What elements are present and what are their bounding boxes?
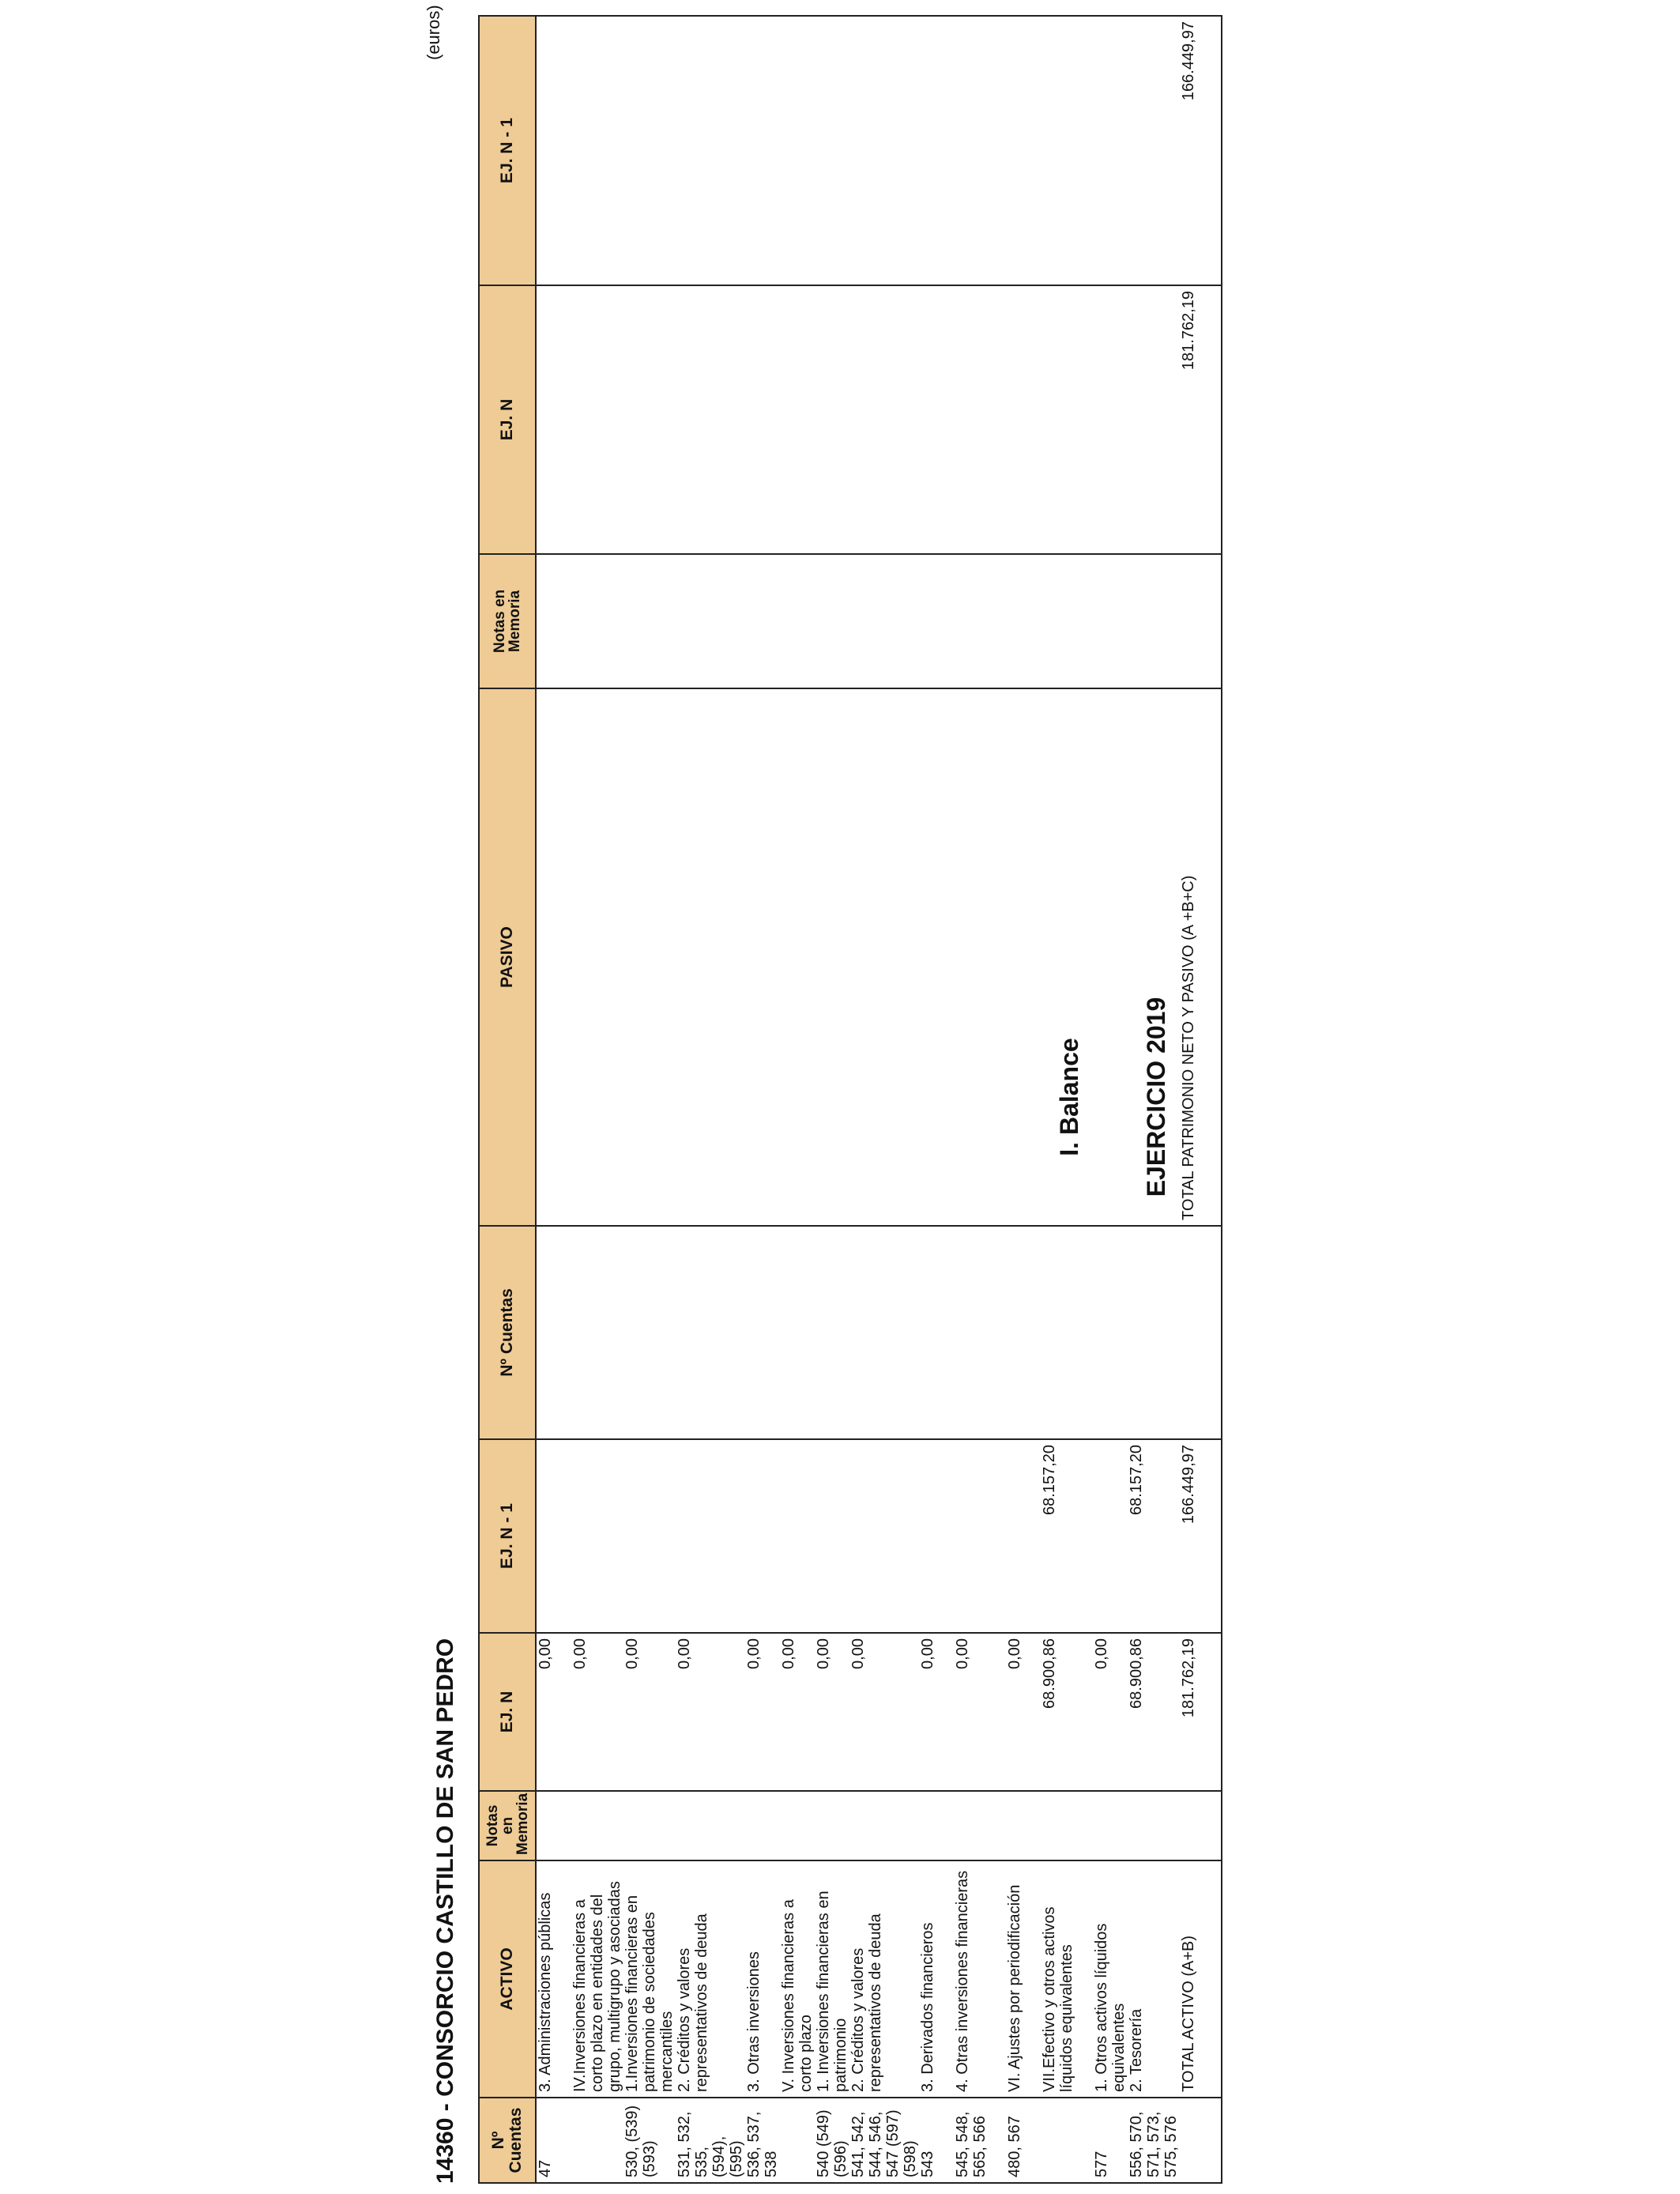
table-row: [919, 16, 954, 2183]
header-activo: ACTIVO: [479, 1860, 536, 2098]
pasivo-label-cell: [1006, 688, 1041, 1226]
pasivo-ej-n-cell: [780, 285, 815, 554]
table-row: [780, 16, 815, 2183]
notas-cell: [1041, 1791, 1093, 1860]
pasivo-label-cell: [1093, 688, 1128, 1226]
ej-n-value-cell: 0,00: [623, 1633, 676, 1791]
notas-cell: [1093, 1791, 1128, 1860]
activo-label-cell: 1. Inversiones financieras en patrimonio: [815, 1860, 849, 2098]
pasivo-ej-n-1-cell: [815, 16, 849, 285]
activo-label-cell: VI. Ajustes por periodificación: [1006, 1860, 1041, 2098]
pasivo-cuentas-cell: [536, 1226, 571, 1439]
pasivo-notas-cell: [780, 554, 815, 688]
notas-cell: [676, 1791, 745, 1860]
table-row: [536, 16, 571, 2183]
pasivo-label-cell: [745, 688, 780, 1226]
pasivo-label-cell: [1041, 688, 1093, 1226]
table-row: [1093, 16, 1128, 2183]
pasivo-ej-n-cell: [849, 285, 919, 554]
ej-n-1-value-cell: [745, 1439, 780, 1633]
pasivo-label-cell: [1128, 688, 1180, 1226]
pasivo-notas-cell: [1128, 554, 1180, 688]
pasivo-ej-n-cell: [676, 285, 745, 554]
notas-cell: [1006, 1791, 1041, 1860]
ej-n-value-cell: 68.900,86: [1128, 1633, 1180, 1791]
pasivo-notas-cell: [954, 554, 1006, 688]
pasivo-label-cell: [919, 688, 954, 1226]
account-codes-cell: 531, 532, 535, (594), (595): [676, 2098, 745, 2183]
pasivo-ej-n-1-cell: [676, 16, 745, 285]
entity-name: 14360 - CONSORCIO CASTILLO DE SAN PEDRO: [432, 1638, 458, 2184]
ej-n-value-cell: 0,00: [919, 1633, 954, 1791]
activo-label-cell: 1. Otros activos líquidos equivalentes: [1093, 1860, 1128, 2098]
pasivo-notas-cell: [1006, 554, 1041, 688]
ej-n-1-value-cell: [623, 1439, 676, 1633]
total-notas-cell: [1180, 1791, 1222, 1860]
activo-label-cell: 2. Créditos y valores representativos de deuda: [676, 1860, 745, 2098]
notas-cell: [571, 1791, 623, 1860]
notas-cell: [919, 1791, 954, 1860]
ej-n-value-cell: 0,00: [745, 1633, 780, 1791]
pasivo-ej-n-1-cell: [623, 16, 676, 285]
total-row: [1180, 16, 1222, 2183]
pasivo-cuentas-cell: [1128, 1226, 1180, 1439]
pasivo-cuentas-cell: [1006, 1226, 1041, 1439]
exercise-title: EJERCICIO 2019: [1142, 997, 1170, 1197]
pasivo-label-cell: [780, 688, 815, 1226]
pasivo-label-cell: [954, 688, 1006, 1226]
ej-n-value-cell: 0,00: [676, 1633, 745, 1791]
header-ej-n: EJ. N: [479, 1633, 536, 1791]
pasivo-ej-n-cell: [536, 285, 571, 554]
pasivo-ej-n-1-cell: [919, 16, 954, 285]
ej-n-1-value-cell: [815, 1439, 849, 1633]
ej-n-value-cell: 68.900,86: [1041, 1633, 1093, 1791]
header-ej-n-1: EJ. N - 1: [479, 1439, 536, 1633]
pasivo-ej-n-1-cell: [849, 16, 919, 285]
activo-label-cell: 3. Derivados financieros: [919, 1860, 954, 2098]
header-pasivo: PASIVO: [479, 688, 536, 1226]
pasivo-ej-n-1-cell: [571, 16, 623, 285]
account-codes-cell: [1041, 2098, 1093, 2183]
pasivo-ej-n-cell: [1006, 285, 1041, 554]
pasivo-label-cell: [571, 688, 623, 1226]
ej-n-value-cell: 0,00: [571, 1633, 623, 1791]
pasivo-cuentas-cell: [919, 1226, 954, 1439]
header-cuentas: Nº Cuentas: [479, 2098, 536, 2183]
header-notas-pasivo: Notas en Memoria: [479, 554, 536, 688]
ej-n-value-cell: 0,00: [1006, 1633, 1041, 1791]
pasivo-cuentas-cell: [1093, 1226, 1128, 1439]
table-row: [815, 16, 849, 2183]
header-row: [479, 16, 536, 2183]
activo-label-cell: 1.Inversiones financieras en patrimonio de sociedades mercantiles: [623, 1860, 676, 2098]
pasivo-notas-cell: [623, 554, 676, 688]
account-codes-cell: 480, 567: [1006, 2098, 1041, 2183]
ej-n-value-cell: 0,00: [780, 1633, 815, 1791]
ej-n-1-value-cell: [1006, 1439, 1041, 1633]
pasivo-ej-n-1-cell: [954, 16, 1006, 285]
pasivo-ej-n-cell: [1041, 285, 1093, 554]
units-label: (euros): [424, 5, 443, 60]
pasivo-ej-n-cell: [1128, 285, 1180, 554]
pasivo-cuentas-cell: [676, 1226, 745, 1439]
document-title: I. Balance: [1055, 1038, 1083, 1156]
account-codes-cell: 536, 537, 538: [745, 2098, 780, 2183]
activo-label-cell: 3. Administraciones públicas: [536, 1860, 571, 2098]
pasivo-ej-n-cell: [623, 285, 676, 554]
ej-n-value-cell: 0,00: [1093, 1633, 1128, 1791]
notas-cell: [849, 1791, 919, 1860]
total-cuentas-cell: [1180, 2098, 1222, 2183]
table-row: [745, 16, 780, 2183]
header-cuentas-pasivo: Nº Cuentas: [479, 1226, 536, 1439]
pasivo-notas-cell: [815, 554, 849, 688]
pasivo-label-cell: [815, 688, 849, 1226]
total-activo-ej-n: 181.762,19: [1180, 1633, 1222, 1791]
pasivo-cuentas-cell: [623, 1226, 676, 1439]
ej-n-1-value-cell: [780, 1439, 815, 1633]
account-codes-cell: [780, 2098, 815, 2183]
pasivo-notas-cell: [676, 554, 745, 688]
ej-n-1-value-cell: [954, 1439, 1006, 1633]
header-ej-n-1-pasivo: EJ. N - 1: [479, 16, 536, 285]
total-pasivo-ej-n-1: 166.449,97: [1180, 16, 1222, 285]
pasivo-label-cell: [536, 688, 571, 1226]
total-pasivo-label: TOTAL PATRIMONIO NETO Y PASIVO (A +B+C): [1180, 688, 1222, 1226]
pasivo-label-cell: [676, 688, 745, 1226]
activo-label-cell: 3. Otras inversiones: [745, 1860, 780, 2098]
notas-cell: [536, 1791, 571, 1860]
table-row: [623, 16, 676, 2183]
pasivo-ej-n-1-cell: [1128, 16, 1180, 285]
pasivo-cuentas-cell: [745, 1226, 780, 1439]
pasivo-ej-n-cell: [919, 285, 954, 554]
header-notas: Notas en Memoria: [479, 1791, 536, 1860]
table-row: [1006, 16, 1041, 2183]
pasivo-cuentas-cell: [1041, 1226, 1093, 1439]
pasivo-cuentas-cell: [815, 1226, 849, 1439]
activo-label-cell: 2. Tesorería: [1128, 1860, 1180, 2098]
table-row: [571, 16, 623, 2183]
pasivo-cuentas-cell: [571, 1226, 623, 1439]
header-ej-n-pasivo: EJ. N: [479, 285, 536, 554]
pasivo-ej-n-1-cell: [536, 16, 571, 285]
ej-n-value-cell: 0,00: [815, 1633, 849, 1791]
notas-cell: [745, 1791, 780, 1860]
total-pasivo-ej-n: 181.762,19: [1180, 285, 1222, 554]
pasivo-ej-n-1-cell: [1006, 16, 1041, 285]
ej-n-1-value-cell: 68.157,20: [1041, 1439, 1093, 1633]
total-pasivo-cuentas-cell: [1180, 1226, 1222, 1439]
balance-table: [478, 15, 1222, 2184]
pasivo-ej-n-1-cell: [1093, 16, 1128, 285]
pasivo-notas-cell: [1093, 554, 1128, 688]
pasivo-notas-cell: [745, 554, 780, 688]
table-row: [1041, 16, 1093, 2183]
ej-n-1-value-cell: [676, 1439, 745, 1633]
pasivo-ej-n-cell: [745, 285, 780, 554]
total-activo-ej-n-1: 166.449,97: [1180, 1439, 1222, 1633]
ej-n-1-value-cell: 68.157,20: [1128, 1439, 1180, 1633]
account-codes-cell: 530, (539) (593): [623, 2098, 676, 2183]
total-pasivo-notas-cell: [1180, 554, 1222, 688]
activo-label-cell: 2. Créditos y valores representativos de deuda: [849, 1860, 919, 2098]
table-row: [849, 16, 919, 2183]
activo-label-cell: VII.Efectivo y otros activos líquidos equivalentes: [1041, 1860, 1093, 2098]
table-row: [1128, 16, 1180, 2183]
pasivo-ej-n-cell: [815, 285, 849, 554]
pasivo-cuentas-cell: [780, 1226, 815, 1439]
activo-label-cell: IV.Inversiones financieras a corto plazo en entidades del grupo, multigrupo y asociadas: [571, 1860, 623, 2098]
pasivo-ej-n-1-cell: [1041, 16, 1093, 285]
activo-label-cell: V. Inversiones financieras a corto plazo: [780, 1860, 815, 2098]
pasivo-notas-cell: [849, 554, 919, 688]
pasivo-notas-cell: [536, 554, 571, 688]
ej-n-1-value-cell: [1093, 1439, 1128, 1633]
pasivo-cuentas-cell: [849, 1226, 919, 1439]
notas-cell: [623, 1791, 676, 1860]
account-codes-cell: 540 (549) (596): [815, 2098, 849, 2183]
pasivo-ej-n-cell: [571, 285, 623, 554]
activo-label-cell: 4. Otras inversiones financieras: [954, 1860, 1006, 2098]
total-activo-label: TOTAL ACTIVO (A+B): [1180, 1860, 1222, 2098]
table-row: [954, 16, 1006, 2183]
pasivo-label-cell: [623, 688, 676, 1226]
pasivo-cuentas-cell: [954, 1226, 1006, 1439]
notas-cell: [954, 1791, 1006, 1860]
ej-n-1-value-cell: [849, 1439, 919, 1633]
pasivo-notas-cell: [1041, 554, 1093, 688]
pasivo-notas-cell: [919, 554, 954, 688]
account-codes-cell: 543: [919, 2098, 954, 2183]
notas-cell: [1128, 1791, 1180, 1860]
ej-n-value-cell: 0,00: [536, 1633, 571, 1791]
pasivo-ej-n-1-cell: [745, 16, 780, 285]
account-codes-cell: 541, 542, 544, 546, 547 (597) (598): [849, 2098, 919, 2183]
account-codes-cell: [571, 2098, 623, 2183]
pasivo-label-cell: [849, 688, 919, 1226]
ej-n-1-value-cell: [536, 1439, 571, 1633]
table-row: [676, 16, 745, 2183]
pasivo-ej-n-1-cell: [780, 16, 815, 285]
notas-cell: [815, 1791, 849, 1860]
account-codes-cell: 47: [536, 2098, 571, 2183]
pasivo-ej-n-cell: [1093, 285, 1128, 554]
ej-n-1-value-cell: [571, 1439, 623, 1633]
account-codes-cell: 545, 548, 565, 566: [954, 2098, 1006, 2183]
account-codes-cell: 556, 570, 571, 573, 575, 576: [1128, 2098, 1180, 2183]
pasivo-ej-n-cell: [954, 285, 1006, 554]
ej-n-value-cell: 0,00: [954, 1633, 1006, 1791]
notas-cell: [780, 1791, 815, 1860]
ej-n-value-cell: 0,00: [849, 1633, 919, 1791]
account-codes-cell: 577: [1093, 2098, 1128, 2183]
ej-n-1-value-cell: [919, 1439, 954, 1633]
pasivo-notas-cell: [571, 554, 623, 688]
